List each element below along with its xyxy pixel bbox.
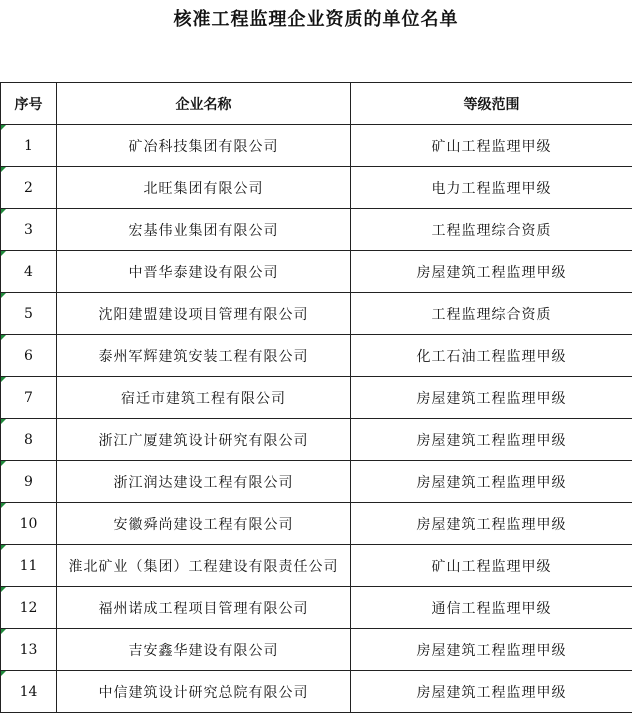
qualification-scope: 房屋建筑工程监理甲级 bbox=[351, 419, 632, 461]
qualification-scope: 矿山工程监理甲级 bbox=[351, 125, 632, 167]
qualification-scope: 电力工程监理甲级 bbox=[351, 167, 632, 209]
enterprise-name: 中晋华泰建设有限公司 bbox=[57, 251, 351, 293]
enterprise-name: 淮北矿业（集团）工程建设有限责任公司 bbox=[57, 545, 351, 587]
qualification-scope: 房屋建筑工程监理甲级 bbox=[351, 629, 632, 671]
table-row bbox=[1, 419, 632, 461]
qualification-scope: 通信工程监理甲级 bbox=[351, 587, 632, 629]
enterprise-name: 泰州军辉建筑安装工程有限公司 bbox=[57, 335, 351, 377]
row-index: 7 bbox=[1, 377, 57, 419]
row-index: 8 bbox=[1, 419, 57, 461]
table-row bbox=[1, 629, 632, 671]
qualification-scope: 房屋建筑工程监理甲级 bbox=[351, 251, 632, 293]
enterprise-name: 安徽舜尚建设工程有限公司 bbox=[57, 503, 351, 545]
qualification-scope: 工程监理综合资质 bbox=[351, 293, 632, 335]
header-enterprise-name: 企业名称 bbox=[57, 83, 351, 125]
table-row bbox=[1, 167, 632, 209]
qualification-scope: 房屋建筑工程监理甲级 bbox=[351, 671, 632, 713]
table-row bbox=[1, 377, 632, 419]
qualification-scope: 房屋建筑工程监理甲级 bbox=[351, 503, 632, 545]
enterprise-name: 中信建筑设计研究总院有限公司 bbox=[57, 671, 351, 713]
qualification-scope: 房屋建筑工程监理甲级 bbox=[351, 461, 632, 503]
table-row bbox=[1, 545, 632, 587]
enterprise-qualification-table bbox=[0, 82, 632, 713]
enterprise-name: 浙江润达建设工程有限公司 bbox=[57, 461, 351, 503]
row-index: 1 bbox=[1, 125, 57, 167]
enterprise-name: 浙江广厦建筑设计研究有限公司 bbox=[57, 419, 351, 461]
qualification-scope: 矿山工程监理甲级 bbox=[351, 545, 632, 587]
enterprise-name: 北旺集团有限公司 bbox=[57, 167, 351, 209]
qualification-scope: 房屋建筑工程监理甲级 bbox=[351, 377, 632, 419]
enterprise-name: 福州诺成工程项目管理有限公司 bbox=[57, 587, 351, 629]
row-index: 6 bbox=[1, 335, 57, 377]
row-index: 9 bbox=[1, 461, 57, 503]
table-row bbox=[1, 251, 632, 293]
row-index: 13 bbox=[1, 629, 57, 671]
row-index: 11 bbox=[1, 545, 57, 587]
enterprise-name: 宏基伟业集团有限公司 bbox=[57, 209, 351, 251]
row-index: 3 bbox=[1, 209, 57, 251]
enterprise-name: 吉安鑫华建设有限公司 bbox=[57, 629, 351, 671]
qualification-scope: 化工石油工程监理甲级 bbox=[351, 335, 632, 377]
table-row bbox=[1, 125, 632, 167]
row-index: 14 bbox=[1, 671, 57, 713]
enterprise-name: 沈阳建盟建设项目管理有限公司 bbox=[57, 293, 351, 335]
table-header-row bbox=[1, 83, 632, 125]
row-index: 2 bbox=[1, 167, 57, 209]
table-row bbox=[1, 503, 632, 545]
enterprise-name: 矿冶科技集团有限公司 bbox=[57, 125, 351, 167]
row-index: 4 bbox=[1, 251, 57, 293]
table-row bbox=[1, 293, 632, 335]
table-row bbox=[1, 461, 632, 503]
table-row bbox=[1, 209, 632, 251]
row-index: 10 bbox=[1, 503, 57, 545]
page-title: 核准工程监理企业资质的单位名单 bbox=[0, 6, 632, 34]
row-index: 12 bbox=[1, 587, 57, 629]
header-index: 序号 bbox=[1, 83, 57, 125]
enterprise-name: 宿迁市建筑工程有限公司 bbox=[57, 377, 351, 419]
table-row bbox=[1, 335, 632, 377]
table-row bbox=[1, 671, 632, 713]
row-index: 5 bbox=[1, 293, 57, 335]
header-qualification-scope: 等级范围 bbox=[351, 83, 632, 125]
table-row bbox=[1, 587, 632, 629]
qualification-scope: 工程监理综合资质 bbox=[351, 209, 632, 251]
